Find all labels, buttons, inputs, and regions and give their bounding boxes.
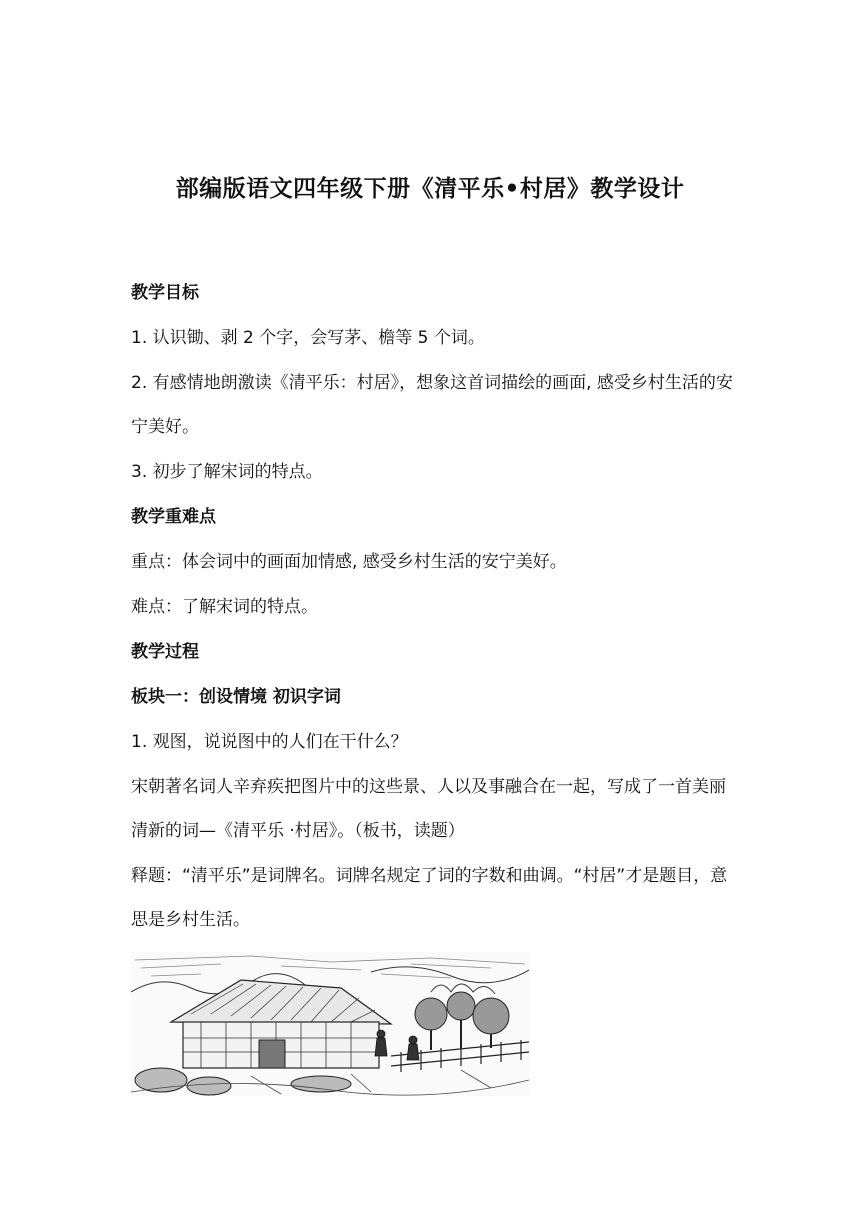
objective-1: 1. 认识锄、剥 2 个字，会写茅、檐等 5 个词。 [131,328,485,348]
section-heading-key-points: 教学重难点 [131,507,216,527]
section-heading-block-one: 板块一：创设情境 初识字词 [131,687,341,707]
objective-3: 3. 初步了解宋词的特点。 [131,462,323,482]
section-heading-objectives: 教学目标 [131,283,199,303]
document-title: 部编版语文四年级下册《清平乐•村居》教学设计 [175,176,685,202]
key-point: 重点：体会词中的画面加情感, 感受乡村生活的安宁美好。 [131,552,567,572]
activity-step-1: 1. 观图，说说图中的人们在干什么？ [131,732,408,752]
title-explanation: 释题：“清平乐”是词牌名。词牌名规定了词的字数和曲调。“村居”才是题目，意思是乡村生活。 [131,866,728,930]
difficult-point: 难点：了解宋词的特点。 [131,597,318,617]
introduction-paragraph: 宋朝著名词人辛弃疾把图片中的这些景、人以及事融合在一起，写成了一首美丽清新的词—《清平乐 ·村居》。（板书，读题） [131,777,726,841]
objective-2: 2. 有感情地朗激读《清平乐：村居》，想象这首词描绘的画面, 感受乡村生活的安宁美好。 [131,373,733,437]
section-heading-process: 教学过程 [131,642,199,662]
document-body [131,278,741,950]
village-sketch-illustration [131,952,529,1096]
